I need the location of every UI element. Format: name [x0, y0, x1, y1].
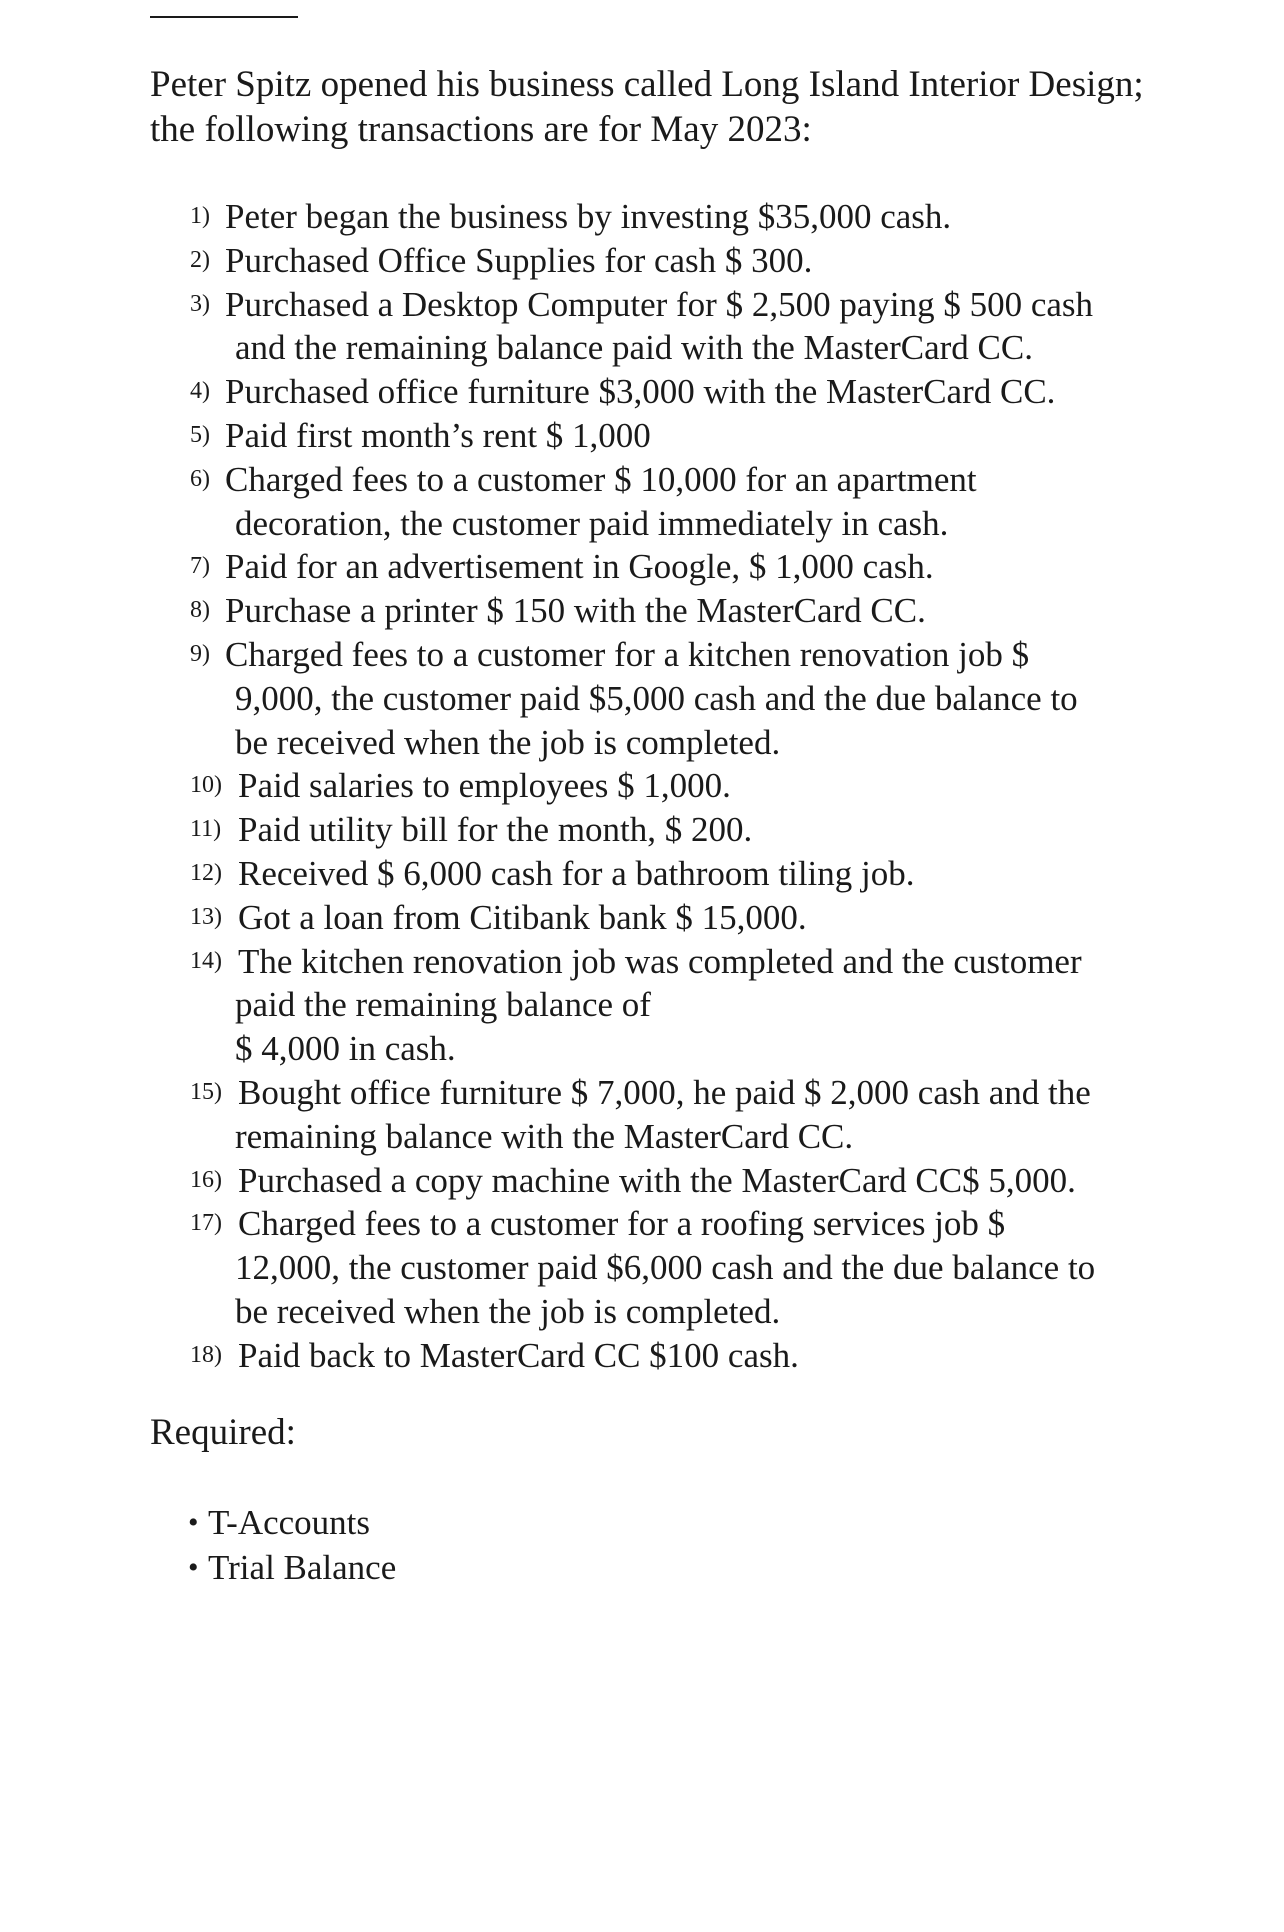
transaction-text-line: Purchase a printer $ 150 with the MasterCard CC. — [225, 591, 926, 631]
transaction-text-line: 12,000, the customer paid $6,000 cash and the due balance to — [235, 1248, 1096, 1288]
transaction-text-line: Paid for an advertisement in Google, $ 1,000 cash. — [225, 547, 934, 587]
transaction-item — [190, 414, 1190, 458]
transaction-text-line: 9,000, the customer paid $5,000 cash and the due balance to — [235, 678, 1078, 718]
intro-line-1: Peter Spitz opened his business called Long Island Interior Design; — [150, 64, 1144, 105]
transaction-text-line: paid the remaining balance of — [235, 985, 651, 1025]
transaction-number: 1) — [190, 203, 210, 229]
transaction-text-line: Paid first month’s rent $ 1,000 — [225, 415, 651, 455]
transaction-text-line: and the remaining balance paid with the MasterCard CC. — [235, 328, 1033, 368]
transaction-number: 9) — [190, 640, 210, 667]
intro-paragraph — [150, 62, 1210, 152]
transaction-text-line: Purchased Office Supplies for cash $ 300. — [225, 240, 813, 280]
transaction-text-line: Paid back to MasterCard CC $100 cash. — [238, 1335, 799, 1375]
transaction-text-line: Purchased a Desktop Computer for $ 2,500 paying $ 500 cash — [225, 284, 1094, 324]
transaction-item — [190, 458, 1190, 546]
transaction-number: 5) — [190, 421, 210, 448]
transaction-number: 4) — [190, 378, 210, 405]
transaction-number: 10) — [190, 772, 222, 799]
transaction-text-line: be received when the job is completed. — [235, 1291, 781, 1331]
intro-line-2: the following transactions are for May 2023: — [150, 109, 812, 150]
transaction-text-line: Purchased a copy machine with the MasterCard CC$ 5,000. — [238, 1160, 1076, 1200]
transaction-number: 17) — [190, 1210, 222, 1237]
transaction-text-line: $ 4,000 in cash. — [235, 1029, 456, 1069]
transaction-number: 12) — [190, 859, 222, 886]
transaction-number: 7) — [190, 553, 210, 580]
bullet-icon: • — [188, 1551, 199, 1584]
transaction-text-line: Charged fees to a customer for a roofing services job $ — [238, 1204, 1006, 1244]
transaction-item — [190, 370, 1190, 414]
transaction-text-line: Charged fees to a customer for a kitchen renovation job $ — [225, 634, 1030, 674]
transaction-item — [190, 283, 1190, 371]
transaction-text-line: Charged fees to a customer $ 10,000 for an apartment — [225, 459, 977, 499]
transaction-item — [190, 896, 1190, 940]
transaction-item — [190, 195, 1190, 239]
transaction-item — [190, 808, 1190, 852]
transaction-text-line: Got a loan from Citibank bank $ 15,000. — [238, 897, 807, 937]
transaction-text-line: Purchased office furniture $3,000 with the MasterCard CC. — [225, 372, 1056, 412]
transaction-text-line: Paid utility bill for the month, $ 200. — [238, 810, 753, 850]
transaction-text-line: remaining balance with the MasterCard CC. — [235, 1116, 854, 1156]
transaction-item — [190, 633, 1190, 764]
transaction-number: 3) — [190, 290, 210, 317]
transaction-number: 15) — [190, 1078, 222, 1105]
required-item-label: Trial Balance — [208, 1548, 397, 1587]
transaction-item — [190, 940, 1190, 1071]
transaction-item — [190, 1202, 1190, 1333]
transactions-list — [190, 195, 1190, 1378]
top-rule-divider — [150, 16, 298, 18]
transaction-item — [190, 1071, 1190, 1159]
transaction-number: 11) — [190, 816, 222, 843]
transaction-text-line: be received when the job is completed. — [235, 722, 781, 762]
required-heading: Required: — [150, 1412, 296, 1453]
transaction-number: 8) — [190, 597, 210, 624]
transaction-number: 2) — [190, 246, 210, 273]
transaction-item — [190, 589, 1190, 633]
transaction-number: 13) — [190, 903, 222, 930]
transaction-text-line: Received $ 6,000 cash for a bathroom tiling job. — [238, 853, 915, 893]
transaction-text-line: The kitchen renovation job was completed and the customer — [238, 941, 1082, 981]
transaction-item — [190, 239, 1190, 283]
required-item-label: T-Accounts — [208, 1503, 371, 1542]
required-item-trial-balance — [188, 1545, 396, 1590]
transaction-item — [190, 852, 1190, 896]
transaction-number: 14) — [190, 947, 222, 974]
transaction-text-line: Paid salaries to employees $ 1,000. — [238, 766, 731, 806]
transaction-text-line: Bought office furniture $ 7,000, he paid $ 2,000 cash and the — [238, 1072, 1091, 1112]
transaction-number: 16) — [190, 1166, 222, 1193]
transaction-item — [190, 545, 1190, 589]
transaction-item — [190, 1159, 1190, 1203]
transaction-item — [190, 764, 1190, 808]
transaction-number: 6) — [190, 465, 210, 492]
transaction-number: 18) — [190, 1341, 222, 1368]
required-item-t-accounts — [188, 1500, 396, 1545]
transaction-item — [190, 1334, 1190, 1378]
transaction-text-line: Peter began the business by investing $35,000 cash. — [225, 197, 952, 236]
bullet-icon: • — [188, 1506, 199, 1539]
transaction-text-line: decoration, the customer paid immediately in cash. — [235, 503, 949, 543]
required-list — [188, 1500, 396, 1590]
